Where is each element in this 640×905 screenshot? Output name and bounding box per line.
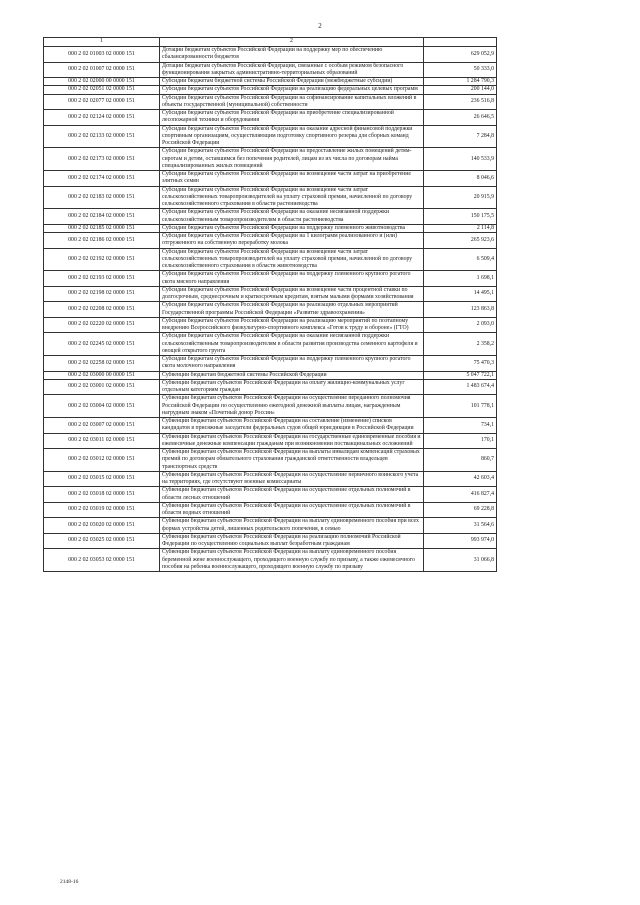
budget-classification-code: 000 2 02 02000 00 0000 151 xyxy=(44,78,160,86)
revenue-description: Субсидии бюджетам субъектов Российской Федерации на реализацию федеральных целевых программ xyxy=(160,86,424,94)
amount: 265 923,6 xyxy=(424,233,497,249)
column-header-sum xyxy=(424,38,497,47)
revenue-description: Субвенции бюджетам субъектов Российской Федерации на выплату единовременного пособия при всех формах устройства детей, лишенных родительского попечения, в семью xyxy=(160,518,424,534)
table-row xyxy=(44,317,497,333)
budget-classification-code: 000 2 02 02193 02 0000 151 xyxy=(44,271,160,287)
budget-classification-code: 000 2 02 01007 02 0000 151 xyxy=(44,62,160,78)
budget-classification-code: 000 2 02 02051 02 0000 151 xyxy=(44,86,160,94)
revenue-description: Дотации бюджетам субъектов Российской Федерации, связанные с особым режимом безопасного функционирования закрытых административно-территориальных образований xyxy=(160,62,424,78)
table-row xyxy=(44,233,497,249)
budget-classification-code: 000 2 02 02198 02 0000 151 xyxy=(44,286,160,302)
table-row xyxy=(44,395,497,418)
amount: 7 284,8 xyxy=(424,125,497,148)
revenue-description: Субвенции бюджетам субъектов Российской Федерации на оплату жилищно-коммунальных услуг отдельным категориям граждан xyxy=(160,379,424,395)
amount: 8 046,6 xyxy=(424,171,497,187)
budget-classification-code: 000 2 02 03025 02 0000 151 xyxy=(44,533,160,549)
column-header-name: 2 xyxy=(160,38,424,47)
amount: 2 114,8 xyxy=(424,224,497,232)
revenue-description: Субвенции бюджетам субъектов Российской Федерации на осуществление отдельных полномочий в области водных отношений xyxy=(160,502,424,518)
page-number: 2 xyxy=(318,22,322,30)
table-row xyxy=(44,433,497,449)
amount: 416 827,4 xyxy=(424,487,497,503)
budget-classification-code: 000 2 02 02124 02 0000 151 xyxy=(44,110,160,126)
amount: 993 974,0 xyxy=(424,533,497,549)
amount: 69 228,8 xyxy=(424,502,497,518)
table-row xyxy=(44,209,497,225)
budget-classification-code: 000 2 02 03004 02 0000 151 xyxy=(44,395,160,418)
revenue-description: Дотации бюджетам субъектов Российской Федерации на поддержку мер по обеспечению сбалансированности бюджетов xyxy=(160,47,424,63)
table-row xyxy=(44,271,497,287)
table-row xyxy=(44,302,497,318)
revenue-description: Субсидии бюджетам субъектов Российской Федерации на возмещение части затрат сельскохозяйственных товаропроизводителей на уплату страховой премии, начисленной по договору сельскохозяйственного страхования в области животноводства xyxy=(160,248,424,271)
table-row xyxy=(44,248,497,271)
amount: 1 698,1 xyxy=(424,271,497,287)
table-row xyxy=(44,502,497,518)
table-row xyxy=(44,518,497,534)
table-row xyxy=(44,78,497,86)
revenue-description: Субсидии бюджетам субъектов Российской Федерации на софинансирование капитальных вложений в объекты государственной (муниципальной) собственности xyxy=(160,94,424,110)
budget-classification-code: 000 2 02 03011 02 0000 151 xyxy=(44,433,160,449)
amount: 75 470,3 xyxy=(424,356,497,372)
table-row xyxy=(44,471,497,487)
amount: 101 778,1 xyxy=(424,395,497,418)
amount: 5 047 722,1 xyxy=(424,371,497,379)
revenue-description: Субсидии бюджетам субъектов Российской Федерации на возмещение части затрат сельскохозяйственных товаропроизводителей на уплату страховой премии, начисленной по договору сельскохозяйственного страхования в области растениеводства xyxy=(160,186,424,209)
amount: 734,1 xyxy=(424,418,497,434)
budget-classification-code: 000 2 02 03012 02 0000 151 xyxy=(44,449,160,472)
budget-classification-code: 000 2 02 03053 02 0000 151 xyxy=(44,549,160,572)
budget-classification-code: 000 2 02 02184 02 0000 151 xyxy=(44,209,160,225)
footer-document-code: 2148-16 xyxy=(60,879,79,885)
table-row xyxy=(44,110,497,126)
table-header-row xyxy=(44,38,497,47)
revenue-description: Субвенции бюджетам субъектов Российской Федерации на осуществление первичного воинского учета на территориях, где отсутствуют военные комиссариаты xyxy=(160,471,424,487)
budget-classification-code: 000 2 02 02186 02 0000 151 xyxy=(44,233,160,249)
amount: 629 052,9 xyxy=(424,47,497,63)
revenue-description: Субсидии бюджетам бюджетной системы Российской Федерации (межбюджетные субсидии) xyxy=(160,78,424,86)
amount: 1 483 674,4 xyxy=(424,379,497,395)
table-row xyxy=(44,171,497,187)
revenue-description: Субсидии бюджетам субъектов Российской Федерации на оказание несвязанной поддержки сельскохозяйственным товаропроизводителям в области растениеводства xyxy=(160,209,424,225)
revenue-description: Субвенции бюджетам бюджетной системы Российской Федерации xyxy=(160,371,424,379)
amount: 140 533,9 xyxy=(424,148,497,171)
revenue-description: Субсидии бюджетам субъектов Российской Федерации на реализацию отдельных мероприятий Государственной программы Российской Федерации «Развитие здравоохранения» xyxy=(160,302,424,318)
table-row xyxy=(44,125,497,148)
amount: 200 144,0 xyxy=(424,86,497,94)
budget-classification-code: 000 2 02 03019 02 0000 151 xyxy=(44,502,160,518)
revenue-description: Субсидии бюджетам субъектов Российской Федерации на возмещение части процентной ставки по долгосрочным, среднесрочным и краткосрочным кредитам, взятым малыми формами хозяйствования xyxy=(160,286,424,302)
amount: 123 863,8 xyxy=(424,302,497,318)
revenue-description: Субсидии бюджетам субъектов Российской Федерации на оказание несвязанной поддержки сельскохозяйственным товаропроизводителям в области развития производства семенного картофеля и овощей открытого грунта xyxy=(160,333,424,356)
revenue-description: Субвенции бюджетам субъектов Российской Федерации на реализацию полномочий Российской Федерации по осуществлению социальных выплат безработным гражданам xyxy=(160,533,424,549)
budget-classification-code: 000 2 02 02183 02 0000 151 xyxy=(44,186,160,209)
budget-classification-code: 000 2 02 02185 02 0000 151 xyxy=(44,224,160,232)
revenue-description: Субсидии бюджетам субъектов Российской Федерации на 1 килограмм реализованного и (или) отгруженного на собственную переработку молока xyxy=(160,233,424,249)
budget-classification-code: 000 2 02 02174 02 0000 151 xyxy=(44,171,160,187)
budget-classification-code: 000 2 02 02173 02 0000 151 xyxy=(44,148,160,171)
revenue-description: Субсидии бюджетам субъектов Российской Федерации на реализацию мероприятий по поэтапному внедрению Всероссийского физкультурно-спортивного комплекса «Готов к труду и обороне» (ГТО) xyxy=(160,317,424,333)
amount: 1 284 790,3 xyxy=(424,78,497,86)
revenue-description: Субсидии бюджетам субъектов Российской Федерации на поддержку племенного крупного рогатого скота мясного направления xyxy=(160,271,424,287)
table-row xyxy=(44,62,497,78)
revenue-description: Субсидии бюджетам субъектов Российской Федерации на приобретение специализированной лесопожарной техники и оборудования xyxy=(160,110,424,126)
budget-classification-code: 000 2 02 03007 02 0000 151 xyxy=(44,418,160,434)
amount: 2 093,0 xyxy=(424,317,497,333)
amount: 150 175,5 xyxy=(424,209,497,225)
amount: 236 516,8 xyxy=(424,94,497,110)
table-row xyxy=(44,286,497,302)
column-header-code: 1 xyxy=(44,38,160,47)
revenue-description: Субвенции бюджетам субъектов Российской Федерации на составление (изменение) списков кандидатов в присяжные заседатели федеральных судов общей юрисдикции в Российской Федерации xyxy=(160,418,424,434)
table-row xyxy=(44,186,497,209)
budget-classification-code: 000 2 02 02208 02 0000 151 xyxy=(44,302,160,318)
amount: 170,1 xyxy=(424,433,497,449)
table-row xyxy=(44,549,497,572)
table-row xyxy=(44,449,497,472)
revenue-description: Субсидии бюджетам субъектов Российской Федерации на оказание адресной финансовой поддержки спортивным организациям, осуществляющим подготовку спортивного резерва для сборных команд Российской Федерации xyxy=(160,125,424,148)
amount: 31 564,6 xyxy=(424,518,497,534)
table-row xyxy=(44,47,497,63)
amount: 2 358,2 xyxy=(424,333,497,356)
budget-classification-code: 000 2 02 03001 02 0000 151 xyxy=(44,379,160,395)
table-row xyxy=(44,333,497,356)
revenue-description: Субвенции бюджетам субъектов Российской Федерации на выплату единовременного пособия беременной жене военнослужащего, проходящего военную службу по призыву, а также ежемесячного пособия на ребенка военнослужащего, проходящего военную службу по призыву xyxy=(160,549,424,572)
revenue-description: Субвенции бюджетам субъектов Российской Федерации на государственные единовременные пособия и ежемесячные денежные компенсации гражданам при возникновении поствакцинальных осложнений xyxy=(160,433,424,449)
table-row xyxy=(44,86,497,94)
table-row xyxy=(44,94,497,110)
revenue-description: Субвенции бюджетам субъектов Российской Федерации на осуществление переданного полномочия Российской Федерации по осуществлению ежегодной денежной выплаты лицам, награжденным нагрудным знаком «Почетный донор России» xyxy=(160,395,424,418)
revenue-description: Субсидии бюджетам субъектов Российской Федерации на поддержку племенного животноводства xyxy=(160,224,424,232)
revenue-description: Субвенции бюджетам субъектов Российской Федерации на осуществление отдельных полномочий в области лесных отношений xyxy=(160,487,424,503)
budget-classification-code: 000 2 02 02133 02 0000 151 xyxy=(44,125,160,148)
table-row xyxy=(44,487,497,503)
budget-classification-code: 000 2 02 01003 02 0000 151 xyxy=(44,47,160,63)
table-row xyxy=(44,379,497,395)
budget-classification-code: 000 2 02 03020 02 0000 151 xyxy=(44,518,160,534)
table-row xyxy=(44,148,497,171)
budget-classification-code: 000 2 02 02245 02 0000 151 xyxy=(44,333,160,356)
amount: 6 509,4 xyxy=(424,248,497,271)
budget-classification-code: 000 2 02 03000 00 0000 151 xyxy=(44,371,160,379)
table-row xyxy=(44,224,497,232)
revenue-description: Субвенции бюджетам субъектов Российской Федерации на выплаты инвалидам компенсаций страховых премий по договорам обязательного страхования гражданской ответственности владельцев транспортных средств xyxy=(160,449,424,472)
budget-classification-code: 000 2 02 03018 02 0000 151 xyxy=(44,487,160,503)
table-row xyxy=(44,371,497,379)
budget-revenue-table xyxy=(43,37,497,572)
amount: 860,7 xyxy=(424,449,497,472)
budget-classification-code: 000 2 02 02220 02 0000 151 xyxy=(44,317,160,333)
table-body xyxy=(44,47,497,572)
revenue-description: Субсидии бюджетам субъектов Российской Федерации на поддержку племенного крупного рогатого скота молочного направления xyxy=(160,356,424,372)
budget-classification-code: 000 2 02 02258 02 0000 151 xyxy=(44,356,160,372)
amount: 31 066,8 xyxy=(424,549,497,572)
revenue-description: Субсидии бюджетам субъектов Российской Федерации на возмещение части затрат на приобретение элитных семян xyxy=(160,171,424,187)
amount: 42 603,4 xyxy=(424,471,497,487)
amount: 14 495,1 xyxy=(424,286,497,302)
budget-classification-code: 000 2 02 03015 02 0000 151 xyxy=(44,471,160,487)
budget-classification-code: 000 2 02 02077 02 0000 151 xyxy=(44,94,160,110)
budget-classification-code: 000 2 02 02192 02 0000 151 xyxy=(44,248,160,271)
amount: 50 333,0 xyxy=(424,62,497,78)
amount: 20 915,9 xyxy=(424,186,497,209)
table-row xyxy=(44,533,497,549)
revenue-description: Субсидии бюджетам субъектов Российской Федерации на предоставление жилых помещений детям-сиротам и детям, оставшимся без попечения родителей, лицам из их числа по договорам найма специализированных жилых помещений xyxy=(160,148,424,171)
table-row xyxy=(44,418,497,434)
amount: 26 646,5 xyxy=(424,110,497,126)
table-row xyxy=(44,356,497,372)
